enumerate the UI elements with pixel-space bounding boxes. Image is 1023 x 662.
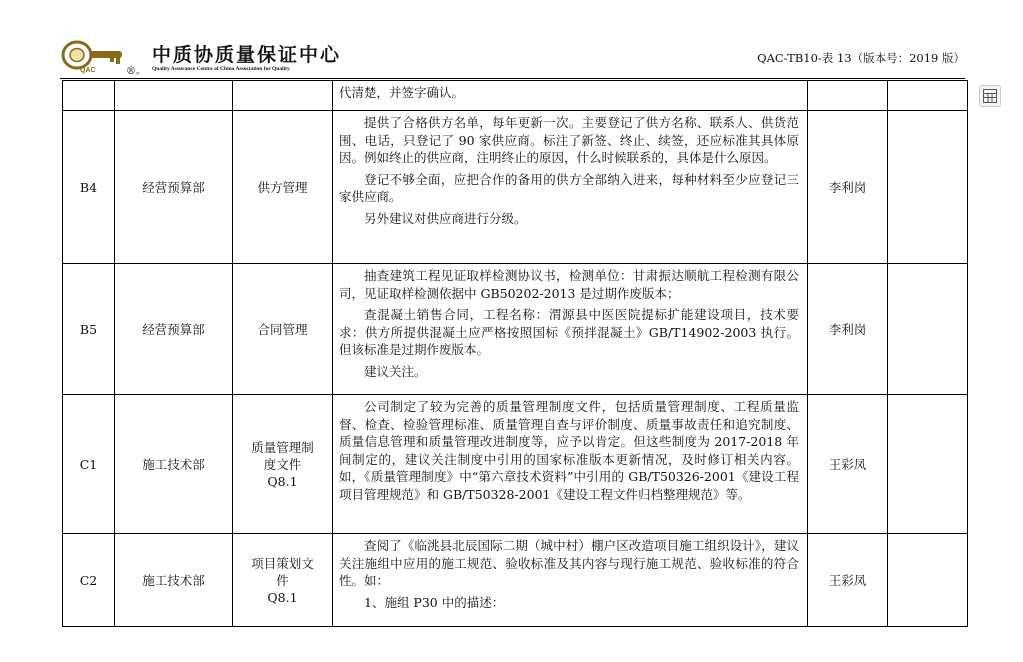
row-finding-description bbox=[333, 534, 808, 627]
table-row bbox=[63, 264, 968, 395]
row-finding-description bbox=[333, 81, 808, 111]
row-code bbox=[63, 81, 115, 111]
row-remarks bbox=[888, 395, 968, 534]
org-name-cn: 中质协质量保证中心 bbox=[152, 44, 342, 66]
row-finding-description bbox=[333, 395, 808, 534]
row-audit-item: 合同管理 bbox=[233, 264, 333, 395]
row-audit-item: 质量管理制 度文件 Q8.1 bbox=[233, 395, 333, 534]
row-remarks bbox=[888, 264, 968, 395]
finding-paragraph: 公司制定了较为完善的质量管理制度文件，包括质量管理制度、工程质量监督、检查、检验管理标准、质量管理自查与评价制度、质量事故责任和追究制度、质量信息管理和质量管理改进制度等，应予以肯定。但这些制度为 2017-2018 年间制定的，建议关注制度中引用的国家标准版本更新情况，及时修订相关内容。如，《质量管理制度》中“第六章技术资料”中引用的 GB/T50326-2001《建设工程项目管理规范》和 GB/T50328-2001《建设工程文件归档整理规范》等。 bbox=[339, 399, 799, 502]
row-department: 施工技术部 bbox=[115, 534, 233, 627]
row-remarks bbox=[888, 111, 968, 264]
table-row bbox=[63, 81, 968, 111]
row-audit-item bbox=[233, 81, 333, 111]
qac-logo bbox=[60, 38, 126, 74]
finding-paragraph: 查阅了《临洮县北辰国际二期（城中村）棚户区改造项目施工组织设计》，建议关注施组中应用的施工规范、验收标准及其内容与现行施工规范、验收标准的符合性。如： bbox=[339, 538, 799, 588]
finding-paragraph: 登记不够全面，应把合作的备用的供方全部纳入进来，每种材料至少应登记三家供应商。 bbox=[339, 171, 799, 204]
header-divider bbox=[60, 78, 965, 79]
row-remarks bbox=[888, 81, 968, 111]
registered-mark: ®。 bbox=[126, 66, 146, 77]
svg-text:QAC: QAC bbox=[80, 67, 96, 74]
finding-paragraph: 提供了合格供方名单，每年更新一次。主要登记了供方名称、联系人、供货范围、电话，只登记了 90 家供应商。标注了新签、终止、续签，还应标准其具体原因。例如终止的供应商，注明终止的原因，什么时候联系的，具体是什么原因。 bbox=[339, 115, 799, 165]
finding-paragraph: 建议关注。 bbox=[364, 363, 427, 379]
row-department: 经营预算部 bbox=[115, 264, 233, 395]
finding-paragraph: 1、施组 P30 中的描述： bbox=[364, 594, 505, 610]
row-finding-description bbox=[333, 264, 808, 395]
row-remarks bbox=[888, 534, 968, 627]
table-row bbox=[63, 395, 968, 534]
org-name-en: Quality Assurance Centre of China Association for Quality bbox=[152, 66, 290, 72]
row-department: 施工技术部 bbox=[115, 395, 233, 534]
row-responsible-person: 王彩凤 bbox=[808, 395, 888, 534]
document-number: QAC-TB10-表 13（版本号：2019 版） bbox=[757, 51, 965, 65]
grid-table-icon[interactable] bbox=[979, 85, 1001, 107]
audit-findings-table bbox=[62, 80, 968, 627]
row-code: B5 bbox=[63, 264, 115, 395]
row-responsible-person: 王彩凤 bbox=[808, 534, 888, 627]
page-header bbox=[60, 38, 965, 78]
row-audit-item: 供方管理 bbox=[233, 111, 333, 264]
row-code: B4 bbox=[63, 111, 115, 264]
row-audit-item: 项目策划文 件 Q8.1 bbox=[233, 534, 333, 627]
row-department bbox=[115, 81, 233, 111]
row-code: C1 bbox=[63, 395, 115, 534]
row-department: 经营预算部 bbox=[115, 111, 233, 264]
finding-paragraph: 另外建议对供应商进行分级。 bbox=[364, 210, 527, 226]
row-responsible-person bbox=[808, 81, 888, 111]
finding-paragraph: 查混凝土销售合同，工程名称：渭源县中医医院提标扩能建设项目，技术要求：供方所提供混凝土应严格按照国标《预拌混凝土》GB/T14902-2003 执行。但该标准是过期作废版本。 bbox=[339, 307, 799, 357]
table-row bbox=[63, 534, 968, 627]
finding-paragraph: 抽查建筑工程见证取样检测协议书，检测单位：甘肃振达顺航工程检测有限公司，见证取样检测依据中 GB50202-2013 是过期作废版本； bbox=[339, 268, 799, 301]
row-code: C2 bbox=[63, 534, 115, 627]
row-responsible-person: 李利岗 bbox=[808, 111, 888, 264]
row-finding-description bbox=[333, 111, 808, 264]
table-row bbox=[63, 111, 968, 264]
finding-paragraph: 代清楚，并签字确认。 bbox=[339, 85, 465, 100]
row-responsible-person: 李利岗 bbox=[808, 264, 888, 395]
